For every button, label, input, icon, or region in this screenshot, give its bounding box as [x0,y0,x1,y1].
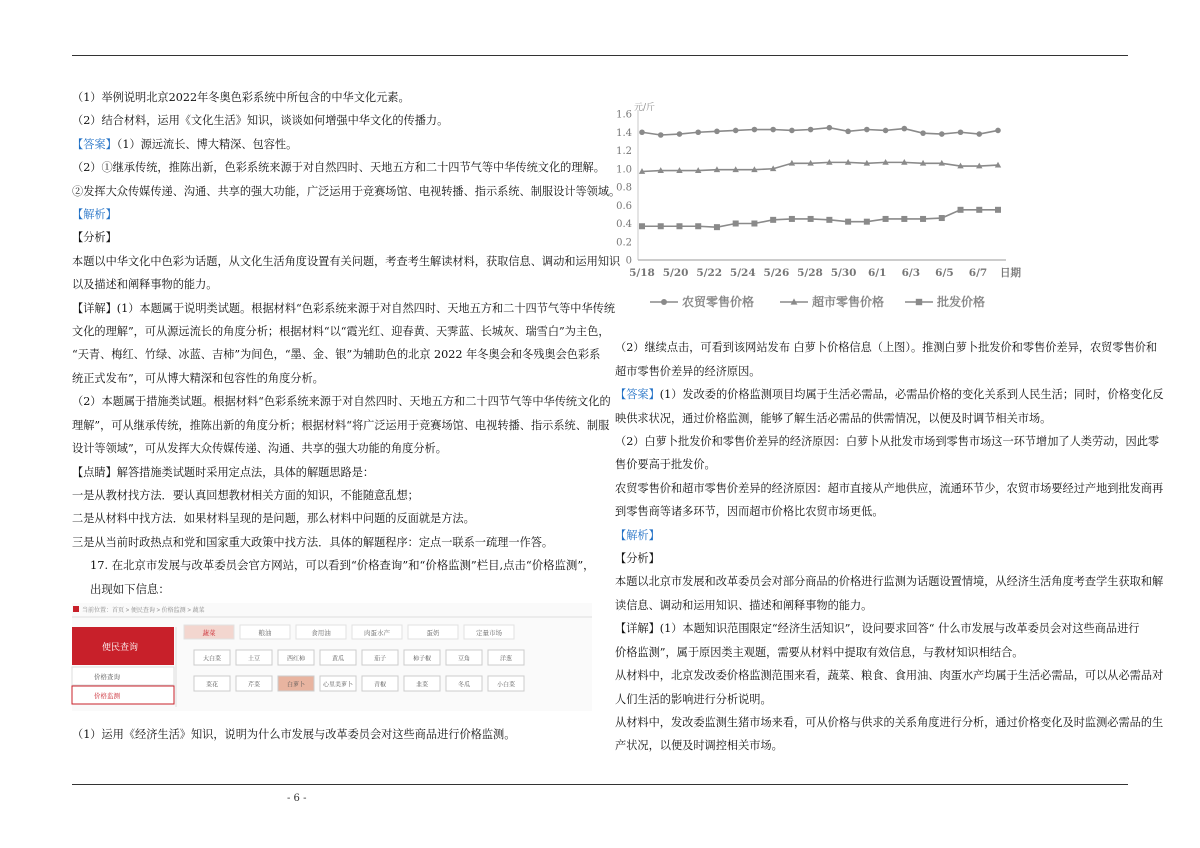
question-line: （2）结合材料，运用《文化生活》知识，谈谈如何增强中华文化的传播力。 [72,114,449,128]
fenxi-line: 本题以北京市发展和改革委员会对部分商品的价格进行监测为话题设置情境，从经济生活角度考查学生获取和解 [615,575,1164,589]
legend-label: 超市零售价格 [812,295,885,309]
tab-label: 蛋奶 [426,629,440,637]
data-point [808,127,814,133]
detail-line: 价格监测”，属于原因类主观题，需要从材料中提取有效信息，与教材知识相结合。 [615,645,1024,659]
data-point [995,207,1001,213]
answer-line: 映供求状况，通过价格监测，能够了解生活必需品的供需情况，以便及时调节相关市场。 [615,411,1052,425]
detail-line: 设计等领域”，可从发挥大众传媒传递、沟通、共享的强大功能的角度分析。 [72,442,447,456]
detail-line: （2）本题属于措施类试题。根据材料“色彩系统来源于对自然四时、天地五方和二十四节气等中华传统文化的 [72,395,611,409]
fenxi-line: 本题以中华文化中色彩为话题，从文化生活角度设置有关问题，考查考生解读材料，获取信息、调动和运用知识 [72,254,621,268]
data-point [789,128,795,134]
grid-item-label: 白萝卜 [286,682,306,689]
tip-line: 一是从教材找方法．要认真回想教材相关方面的知识，不能随意乱想； [72,488,419,502]
data-point [714,224,720,230]
x-tick-label: 5/18 [629,267,655,279]
y-tick-label: 0.2 [616,237,632,249]
tab-label: 粮油 [258,629,272,637]
detail-line: 统正式发布”，可从博大精深和包容性的角度分析。 [72,371,324,385]
detail-line: 【详解】(1）本题属于说明类试题。根据材料“色彩系统来源于对自然四时、天地五方和二十四节气等中华传统 [72,301,616,315]
tab-label: 定量市场 [476,629,502,637]
detail-line: 从材料中，北京发改委价格监测范围来看，蔬菜、粮食、食用油、肉蛋水产均属于生活必需品，可以从必需品对 [615,669,1164,683]
data-point [845,129,851,135]
tab-label: 肉蛋水产 [364,629,390,637]
data-point [976,207,982,213]
q17-line: 出现如下信息： [90,581,170,596]
x-tick-label: 5/28 [797,267,823,279]
data-point [864,127,870,133]
data-point [958,129,964,135]
menu-label: 价格监测 [94,692,120,700]
answer-tag: 【答案】 [72,137,117,151]
breadcrumb: 当前位置：首页 > 便民查询 > 价格监测 > 蔬菜 [82,607,205,614]
answer-line: 售价要高于批发价。 [615,458,716,472]
data-point [939,215,945,221]
detail-line: 文化的理解”，可从源远流长的角度分析；根据材料“以“霞光红、迎春黄、天霁蓝、长城灰、瑞雪白”为主色， [72,325,610,339]
data-point [658,223,664,229]
data-point [714,129,720,135]
x-tick-label: 5/22 [696,267,723,279]
fenxi-tag: 【分析】 [72,231,117,245]
q2-line: 超市零售价差异的经济原因。 [615,364,761,378]
grid-item-label: 柿子椒 [412,656,432,663]
data-point [733,221,739,227]
grid-item-label: 豆角 [457,656,471,663]
y-tick-label: 0 [625,255,632,267]
grid-item-label: 韭菜 [415,682,429,689]
left-column [72,86,621,747]
answer-line: 农贸零售价和超市零售价差异的经济原因：超市直接从产地供应，流通环节少，农贸市场要经过产地到批发商再 [615,481,1164,495]
detail-line: 理解”，可从继承传统，推陈出新的角度分析；根据材料“将广泛运用于竞赛场馆、电视转播、指示系统、制服 [72,418,610,432]
series-line-1 [642,162,998,171]
header-rule [72,55,1128,56]
page-number: - 6 - [287,793,307,804]
legend-label: 农贸零售价格 [682,295,755,309]
data-point [883,128,889,134]
data-point [902,126,908,132]
data-point [639,129,645,135]
data-point [695,129,701,135]
answer-line: 到零售商等诸多环节，因而超市价格比农贸市场更低。 [615,505,884,519]
grid-item-label: 菜花 [205,682,219,689]
data-point [789,216,795,222]
data-point [677,131,683,137]
grid-item-label: 冬瓜 [457,682,471,689]
right-column [615,100,1164,758]
data-point [695,223,701,229]
fenxi-line: 读信息、调动和运用知识、描述和阐释事物的能力。 [615,598,873,612]
detail-line: 人们生活的影响进行分析说明。 [615,692,772,706]
data-point [826,217,832,223]
fenxi-line: 以及描述和阐释事物的能力。 [72,278,218,292]
data-point [639,223,645,229]
tab-label: 食用油 [311,629,331,637]
x-tick-label: 6/3 [901,267,921,279]
series-line-0 [642,128,998,135]
x-tick-label: 6/1 [867,267,887,279]
detail-line: 【详解】(1）本题知识范围限定“经济生活知识”，设问要求回答“ 什么市发展与改革委员会对这些商品进行 [615,622,1140,636]
grid-item-label: 心里美萝卜 [322,682,354,689]
analysis-tag: 【解析】 [72,208,117,222]
x-tick-label: 6/7 [968,267,988,279]
grid-item-label: 黄瓜 [331,656,345,663]
data-point [920,130,926,136]
grid-item-label: 洋葱 [499,656,513,663]
data-point [995,128,1001,134]
tip-line: 二是从材料中找方法．如果材料呈现的是问题，那么材料中问题的反面就是方法。 [72,512,475,526]
grid-item-label: 小白菜 [496,682,516,689]
analysis-tag: 【解析】 [615,528,660,542]
data-point [939,131,945,137]
data-point [883,216,889,222]
data-point [864,219,870,225]
x-tick-label: 5/24 [729,267,756,279]
y-tick-label: 0.6 [616,200,632,212]
answer-line: 【答案】（1）源远流长、博大精深、包容性。 [72,137,298,151]
answer-line: （2）白萝卜批发价和零售价差异的经济原因：白萝卜从批发市场到零售市场这一环节增加了人类劳动，因此零 [615,435,1160,449]
data-point [976,131,982,137]
answer-line: ②发挥大众传媒传递、沟通、共享的强大功能，广泛运用于竞赛场馆、电视转播、指示系统、制服设计等领域。 [72,184,621,198]
panel-title: 便民查询 [102,641,139,652]
q2-line: （2）继续点击，可看到该网站发布 白萝卜价格信息（上图）。推测白萝卜批发价和零售价差异，农贸零售价和 [615,341,1158,355]
answer-tag: 【答案】 [615,388,660,402]
y-tick-label: 0.4 [616,219,632,230]
x-tick-label: 5/26 [763,267,790,279]
data-point [676,223,682,229]
grid-item-label: 西红柿 [286,656,306,663]
grid-item-label: 茄子 [373,656,387,663]
y-tick-label: 1.6 [616,109,632,121]
data-point [658,132,664,138]
footer-rule [72,784,1128,785]
data-point [901,216,907,222]
data-point [733,128,739,134]
data-point [808,216,814,222]
price-chart [616,102,1021,322]
y-tick-label: 1.4 [616,127,632,139]
answer-line: （2）①继承传统，推陈出新，色彩系统来源于对自然四时、天地五方和二十四节气等中华传统文化的理解。 [72,161,605,175]
grid-item-label: 大白菜 [202,656,222,663]
x-tick-label: 6/5 [935,267,954,279]
tab-label: 蔬菜 [202,629,216,637]
data-point [958,207,964,213]
grid-item-label: 土豆 [247,656,261,663]
x-tick-label: 5/20 [662,267,689,279]
detail-line: 从材料中，发改委监测生猪市场来看，可从价格与供求的关系角度进行分析，通过价格变化及时监测必需品的生 [615,715,1164,729]
data-point [845,219,851,225]
data-point [920,216,926,222]
legend-marker [916,299,922,305]
tip-line: 【点睛】解答措施类试题时采用定点法，具体的解题思路是： [72,465,375,479]
x-axis-label: 日期 [1000,267,1021,279]
y-tick-label: 1.0 [616,164,632,176]
menu-label: 价格查询 [94,673,120,681]
detail-line: 产状况，以便及时调控相关市场。 [615,739,783,753]
data-point [827,125,833,131]
data-point [770,127,776,133]
legend-label: 批发价格 [937,295,986,309]
q17-line: 17. 在北京市发展与改革委员会官方网站，可以看到“价格查询”和“价格监测”栏目,点击“价格监测”， [90,558,595,573]
home-icon [73,606,79,612]
q17-subquestion: （1）运用《经济生活》知识，说明为什么市发展与改革委员会对这些商品进行价格监测。 [72,728,516,742]
grid-item-label: 青椒 [373,682,387,689]
question-line: （1）举例说明北京2022年冬奥色彩系统中所包含的中华文化元素。 [72,91,410,104]
tip-line: 三是从当前时政热点和党和国家重大政策中找方法．具体的解题程序：定点一联系一疏理一作答。 [72,535,554,549]
y-tick-label: 0.8 [616,182,632,194]
x-tick-label: 5/30 [830,267,857,279]
menu-item-price-monitor[interactable] [72,686,174,704]
data-point [751,221,757,227]
data-point [752,127,758,133]
data-point [770,217,776,223]
website-screenshot [72,603,592,711]
answer-line: 【答案】(1）发改委的价格监测项目均属于生活必需品，必需品价格的变化关系到人民生活；同时，价格变化反 [615,388,1164,402]
menu-item-price-query[interactable] [72,667,174,685]
legend-marker [661,299,667,305]
fenxi-tag: 【分析】 [615,552,660,566]
y-axis-label: 元/斤 [634,103,656,113]
grid-item-label: 芹菜 [247,682,261,689]
detail-line: “天青、梅红、竹绿、冰蓝、吉柿”为间色，“墨、金、银”为辅助色的北京 2022 年冬奥会和冬残奥会色彩系 [72,348,601,362]
y-tick-label: 1.2 [616,146,632,157]
